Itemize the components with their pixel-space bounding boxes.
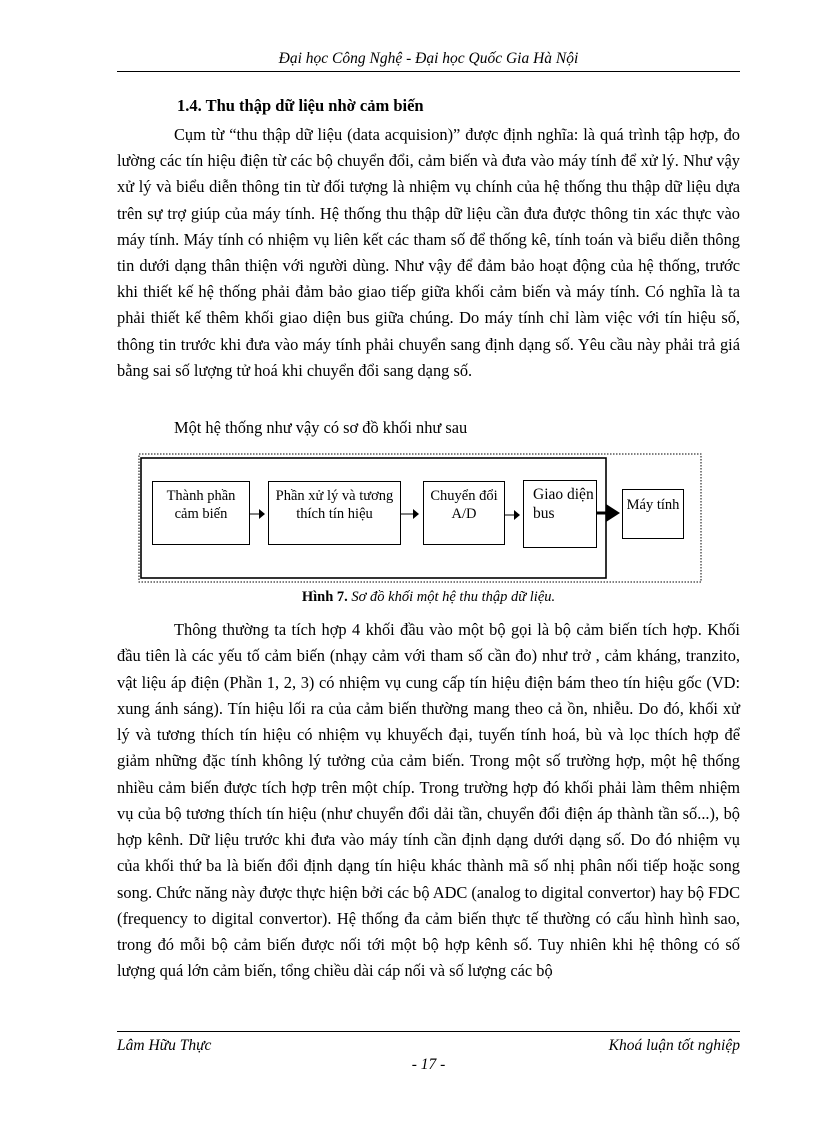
block-bus-interface: Giao diện bus (523, 480, 597, 548)
section-heading: 1.4. Thu thập dữ liệu nhờ cảm biến (177, 96, 424, 115)
footer-title: Khoá luận tốt nghiệp (608, 1037, 740, 1054)
paragraph-diagram-intro: Một hệ thống như vậy có sơ đồ khối như sau (174, 418, 468, 437)
arrow-processing-to-adc (401, 509, 419, 519)
block-signal-processing: Phần xử lý và tương thích tín hiệu (268, 481, 401, 545)
page-number: - 17 - (411, 1056, 446, 1073)
footer-author: Lâm Hữu Thực (117, 1037, 212, 1054)
figure-number: Hình 7. (301, 589, 348, 605)
running-header: Đại học Công Nghệ - Đại học Quốc Gia Hà Nội (278, 50, 579, 67)
figure-caption-text: Sơ đồ khối một hệ thu thập dữ liệu. (351, 589, 556, 605)
header-rule (117, 71, 740, 72)
block-computer: Máy tính (622, 489, 684, 539)
block-sensor: Thành phần cảm biến (152, 481, 250, 545)
arrow-sensor-to-processing (250, 509, 265, 519)
paragraph-intro: Cụm từ “thu thập dữ liệu (data acquision)” được định nghĩa: là quá trình tập hợp, đo lường các tín hiệu điện từ các bộ chuyển đổi, cảm biến và đưa vào máy tính để xử lý. Như vậy xử lý và biểu diễn thông tin từ đối tượng là nhiệm vụ chính của hệ thống thu thập dữ liệu dựa trên sự trợ giúp của máy tính. Hệ thống thu thập dữ liệu cần đưa được thông tin xác thực vào máy tính. Máy tính có nhiệm vụ liên kết các tham số để thống kê, tính toán và biểu diễn thông tin dưới dạng thân thiện với người dùng. Như vậy để đảm bảo hoạt động của hệ thống, trước khi thiết kế hệ thống phải đảm bảo giao tiếp giữa khối cảm biến và máy tính. Có nghĩa là ta phải thiết kế thêm khối giao diện bus giữa chúng. Do máy tính chỉ làm việc với tín hiệu số, thông tin trước khi đưa vào máy tính phải chuyển sang định dạng số. Yêu cầu này phải trả giá bằng sai số lượng tử hoá khi chuyển đổi sang dạng số. (117, 125, 740, 380)
block-adc: Chuyển đổi A/D (423, 481, 505, 545)
footer-rule (117, 1031, 740, 1032)
arrow-bus-to-computer (597, 504, 620, 522)
paragraph-body: Thông thường ta tích hợp 4 khối đầu vào một bộ gọi là bộ cảm biến tích hợp. Khối đầu tiên là các yếu tố cảm biến (nhạy cảm với tham số cần đo) như trở , cảm kháng, tranzito, vật liệu áp điện (Phần 1, 2, 3) có nhiệm vụ cung cấp tín hiệu điện bám theo tín hiệu gốc (VD: xung ánh sáng). Tín hiệu lối ra của cảm biến thường mang theo cả ồn, nhiễu. Do đó, khối xử lý và tương thích tín hiệu có nhiệm vụ khuyếch đại, tuyến tính hoá, bù và lọc thích hợp để giảm những đặc tính không lý tưởng của cảm biến. Trong một số trường hợp, một hệ thống nhiều cảm biến được tích hợp trên một chíp. Trong trường hợp đó khối phải làm thêm nhiệm vụ của bộ tương thích tín hiệu (như chuyển đổi dải tần, chuyển đổi điện áp thành tần số...), bộ hợp kênh. Dữ liệu trước khi đưa vào máy tính cần định dạng dưới dạng số. Do đó nhiệm vụ của khối thứ ba là biến đổi định dạng tín hiệu khác thành mã số nhị phân nối tiếp hoặc song song. Chức năng này được thực hiện bởi các bộ ADC (analog to digital convertor) hay bộ FDC (frequency to digital convertor). Hệ thống đa cảm biến thực tế thường có cấu hình hình sao, trong đó mỗi bộ cảm biến được nối tới một bộ hợp kênh số. Tuy nhiên khi hệ thông có số lượng quá lớn cảm biến, tổng chiều dài cáp nối và số lượng các bộ (117, 620, 740, 981)
figure-caption (117, 589, 740, 606)
block-diagram (138, 453, 702, 583)
arrow-adc-to-bus (505, 510, 520, 520)
